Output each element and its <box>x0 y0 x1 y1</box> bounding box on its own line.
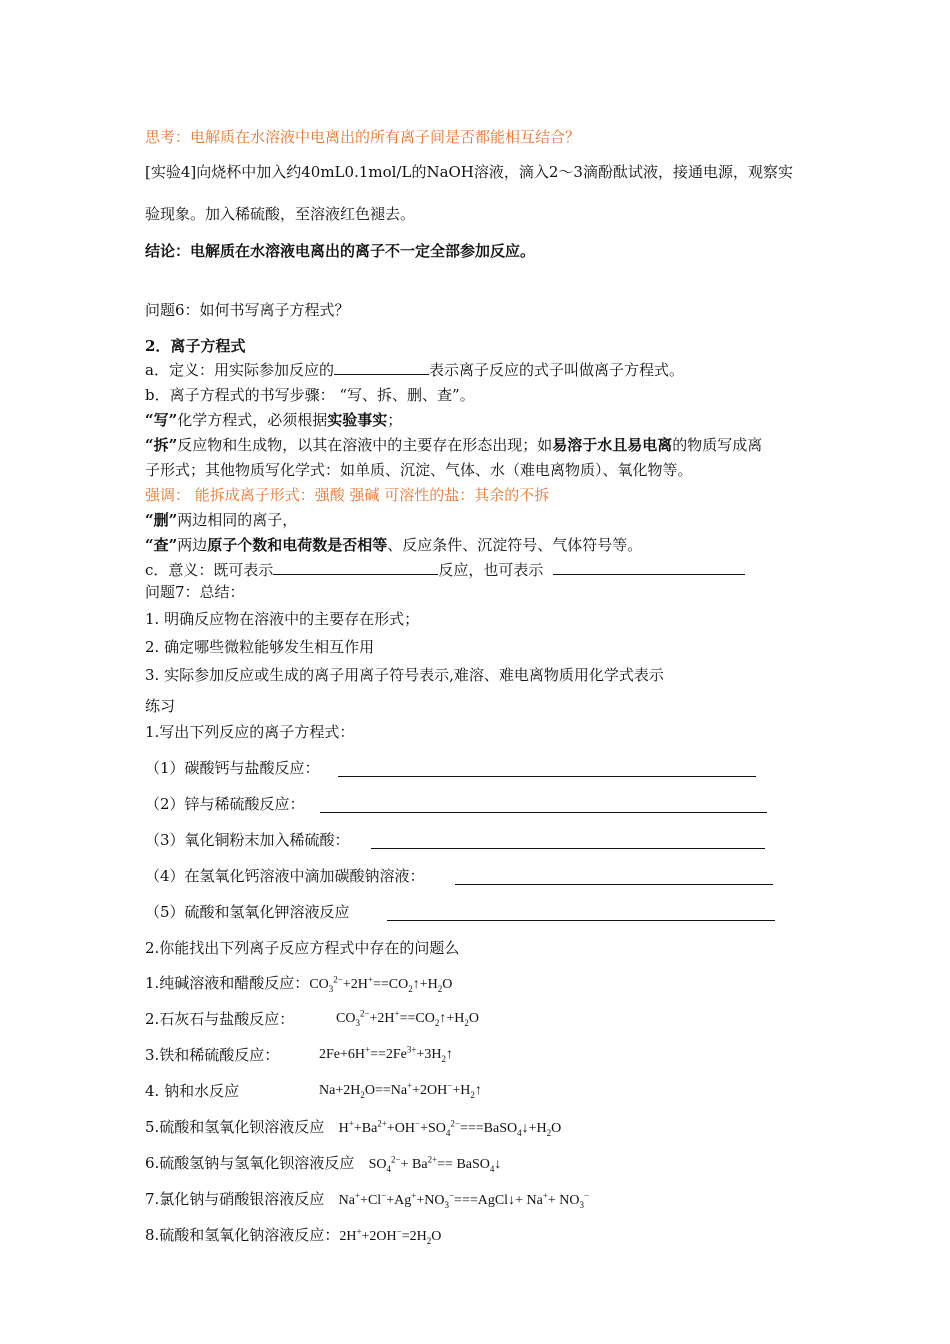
equation: $Na+2H_2O==Na^++2OH^-+H_2↑$ <box>319 1080 482 1100</box>
equation: $CO_3^{2-}+2H^+==CO_2↑+H_2O$ <box>336 1008 480 1028</box>
emphasis-line: 强调： 能拆成离子形式：强酸 强碱 可溶性的盐：其余的不拆 <box>145 486 550 504</box>
step-write-text: 化学方程式，必须根据 <box>177 411 328 429</box>
equation-row <box>145 1044 453 1065</box>
step-delete-key: “删” <box>145 511 178 529</box>
practice-q1-label: （1）碳酸钙与盐酸反应： <box>145 759 320 777</box>
step-split <box>145 435 762 455</box>
experiment-line-2: 验现象。加入稀硫酸，至溶液红色褪去。 <box>145 205 416 223</box>
practice-q1-label: （2）锌与稀硫酸反应： <box>145 795 305 813</box>
step-write-bold: 实验事实 <box>327 411 388 429</box>
definition-prefix: a．定义：用实际参加反应的 <box>145 361 334 379</box>
equation: $Na^++Cl^-+Ag^++NO_3^-===AgCl↓+ Na^++ NO_3^-$ <box>338 1190 590 1210</box>
meaning-prefix: c．意义：既可表示 <box>145 561 274 579</box>
answer-blank[interactable] <box>387 906 775 921</box>
step-write-end: ； <box>387 411 403 429</box>
step-write-key: “写” <box>145 411 178 429</box>
step-delete-text: 两边相同的离子， <box>177 511 298 529</box>
equation: $CO_3^{2-}+2H^+==CO_2↑+H_2O$ <box>309 974 453 994</box>
definition-line <box>145 360 684 380</box>
equation-label: 8.硫酸和氢氧化钠溶液反应： <box>145 1226 340 1244</box>
equation-row <box>145 1117 561 1139</box>
step-delete <box>145 510 297 530</box>
equation-label: 4. 钠和水反应 <box>145 1082 240 1100</box>
equation-label: 6.硫酸氢钠与氢氧化钡溶液反应 <box>145 1154 355 1172</box>
steps-line: b．离子方程式的书写步骤： “写、拆、删、查”。 <box>145 386 475 404</box>
equation-label: 5.硫酸和氢氧化钡溶液反应 <box>145 1118 325 1136</box>
equation-row <box>145 1008 480 1029</box>
practice-q1-item <box>145 758 320 778</box>
step-split-key: “拆” <box>145 436 178 454</box>
step-check-bold: 原子个数和电荷数是否相等 <box>207 536 388 554</box>
meaning-mid: 反应，也可表示 <box>438 561 544 579</box>
practice-q1-item <box>145 902 350 922</box>
meaning-blank-2[interactable] <box>553 560 745 575</box>
equation-row <box>145 973 452 995</box>
practice-q1-label: （3）氧化铜粉末加入稀硫酸： <box>145 831 350 849</box>
definition-suffix: 表示离子反应的式子叫做离子方程式。 <box>428 361 684 379</box>
step-split-bold: 易溶于水且易电离 <box>552 436 673 454</box>
step-split-line-2: 子形式；其他物质写化学式：如单质、沉淀、气体、水（难电离物质）、氧化物等。 <box>145 461 693 479</box>
practice-q1-item <box>145 794 305 814</box>
practice-q1-label: （4）在氢氧化钙溶液中滴加碳酸钠溶液： <box>145 867 425 885</box>
question-7-title: 问题7：总结： <box>145 583 245 601</box>
equation-row <box>145 1225 441 1247</box>
conclusion: 结论：电解质在水溶液电离出的离子不一定全部参加反应。 <box>145 242 536 260</box>
equation-row <box>145 1080 482 1101</box>
equation-label: 1.纯碱溶液和醋酸反应： <box>145 974 310 992</box>
step-check-text: 两边 <box>177 536 208 554</box>
question-6: 问题6：如何书写离子方程式？ <box>145 301 350 319</box>
answer-blank[interactable] <box>320 798 767 813</box>
step-write <box>145 410 402 430</box>
think-question: 思考：电解质在水溶液中电离出的所有离子间是否都能相互结合？ <box>145 128 581 146</box>
practice-title: 练习 <box>145 697 176 715</box>
experiment-line-1: [实验4]向烧杯中加入约40mL0.1mol/L的NaOH溶液，滴入2～3滴酚酞试液，接通电源，观察实 <box>145 163 793 181</box>
equation: $2H^++2OH^-=2H_2O$ <box>339 1226 442 1246</box>
practice-q1: 1.写出下列反应的离子方程式： <box>145 723 355 741</box>
equation: $SO_4^{2-}+ Ba^{2+}==$ BaSO$_4$↓ <box>368 1154 502 1174</box>
question-7-item: 2. 确定哪些微粒能够发生相互作用 <box>145 638 375 656</box>
definition-blank[interactable] <box>334 360 429 375</box>
step-check <box>145 535 642 555</box>
equation-row <box>145 1153 501 1175</box>
meaning-blank-1[interactable] <box>273 560 438 575</box>
practice-q2: 2.你能找出下列离子反应方程式中存在的问题么 <box>145 939 460 957</box>
question-7-item: 1. 明确反应物在溶液中的主要存在形式； <box>145 610 420 628</box>
practice-q1-label: （5）硫酸和氢氧化钾溶液反应 <box>145 903 350 921</box>
equation: $H^++Ba^{2+}+OH^-+SO_4^{2-}===BaSO_4↓+H_2O$ <box>338 1118 562 1138</box>
step-split-end: 的物质写成离 <box>672 436 763 454</box>
answer-blank[interactable] <box>455 870 773 885</box>
equation-label: 7.氯化钠与硝酸银溶液反应 <box>145 1190 325 1208</box>
question-7-item: 3. 实际参加反应或生成的离子用离子符号表示,难溶、难电离物质用化学式表示 <box>145 666 664 684</box>
answer-blank[interactable] <box>371 834 765 849</box>
equation: $2Fe+6H^+==2Fe^{3+}+3H_2↑$ <box>319 1044 453 1064</box>
meaning-line <box>145 560 745 580</box>
step-split-text: 反应物和生成物，以其在溶液中的主要存在形态出现；如 <box>177 436 553 454</box>
practice-q1-item <box>145 866 425 886</box>
answer-blank[interactable] <box>338 762 756 777</box>
step-check-rest: 、反应条件、沉淀符号、气体符号等。 <box>387 536 643 554</box>
equation-label: 2.石灰石与盐酸反应： <box>145 1010 295 1028</box>
section-2-title: 2．离子方程式 <box>145 337 246 355</box>
practice-q1-item <box>145 830 350 850</box>
equation-label: 3.铁和稀硫酸反应： <box>145 1046 280 1064</box>
step-check-key: “查” <box>145 536 178 554</box>
equation-row <box>145 1189 589 1211</box>
